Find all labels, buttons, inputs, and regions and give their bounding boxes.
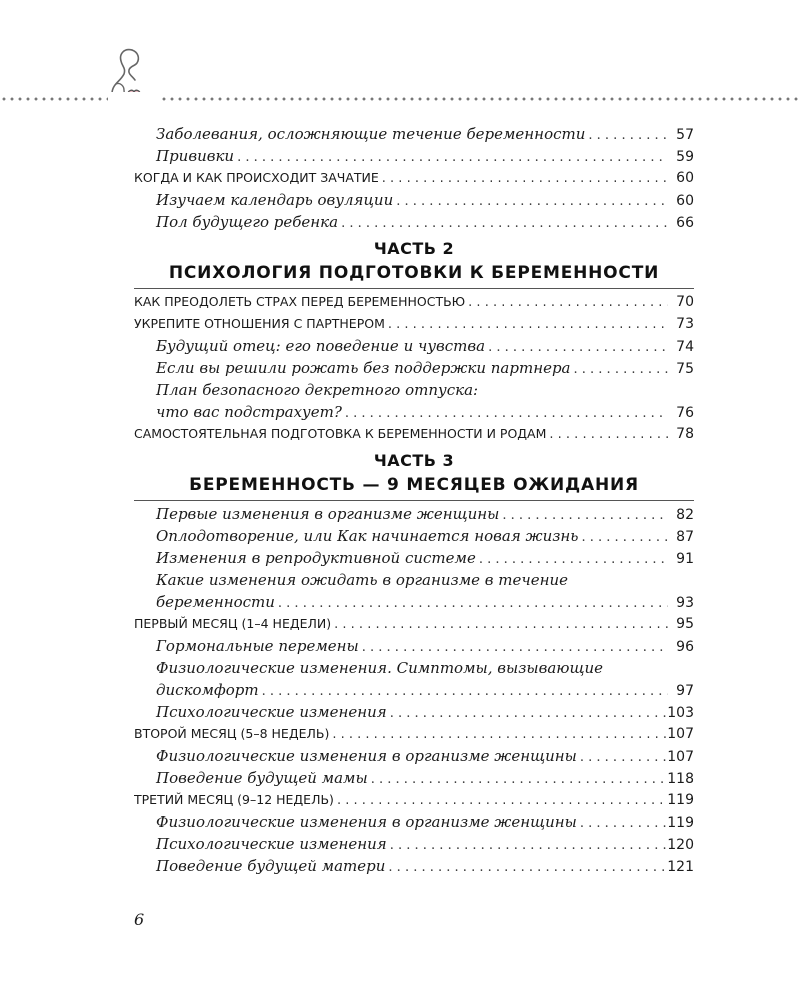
toc-section-entry	[134, 525, 694, 547]
toc-leader-dots	[577, 813, 667, 833]
toc-section-entry	[134, 547, 694, 569]
toc-entry-title: дискомфорт	[156, 681, 259, 699]
toc-entry-title: Физиологические изменения в организме женщины	[156, 813, 577, 831]
toc-entry-title: САМОСТОЯТЕЛЬНАЯ ПОДГОТОВКА К БЕРЕМЕННОСТИ И РОДАМ	[134, 426, 547, 441]
toc-entry-title: беременности	[156, 593, 275, 611]
toc-leader-dots	[334, 790, 667, 811]
toc-block-part1-tail	[134, 123, 694, 233]
toc-page-number: 97	[676, 683, 694, 699]
toc-chapter-entry	[134, 313, 694, 335]
toc-section-entry	[134, 335, 694, 357]
toc-section-entry	[134, 569, 694, 591]
toc-entry-title: Прививки	[156, 147, 235, 165]
toc-entry-title: Изменения в репродуктивной системе	[156, 549, 476, 567]
toc-entry-title: Заболевания, осложняющие течение беременности	[156, 125, 586, 143]
toc-page-number: 93	[676, 595, 694, 611]
toc-leader-dots	[338, 213, 668, 233]
toc-leader-dots	[546, 424, 668, 445]
part-2-heading	[134, 237, 694, 285]
toc-section-entry	[134, 503, 694, 525]
toc-page-number: 78	[676, 426, 694, 442]
toc-page-number: 121	[667, 859, 694, 875]
toc-page-number: 82	[676, 507, 694, 523]
toc-section-entry	[134, 701, 694, 723]
toc-entry-title: Психологические изменения	[156, 703, 387, 721]
toc-entry-title: КОГДА И КАК ПРОИСХОДИТ ЗАЧАТИЕ	[134, 170, 379, 185]
toc-page-number: 66	[676, 215, 694, 231]
toc-leader-dots	[259, 681, 668, 701]
toc-section-entry	[134, 145, 694, 167]
toc-entry-title: УКРЕПИТЕ ОТНОШЕНИЯ С ПАРТНЕРОМ	[134, 316, 385, 331]
toc-leader-dots	[379, 168, 668, 189]
toc-leader-dots	[275, 593, 668, 613]
toc-page-number: 95	[676, 616, 694, 632]
toc-chapter-entry	[134, 291, 694, 313]
toc-section-entry	[134, 767, 694, 789]
toc-leader-dots	[329, 724, 667, 745]
toc-page-number: 60	[676, 170, 694, 186]
toc-entry-title: Первые изменения в организме женщины	[156, 505, 500, 523]
part-2-rule	[134, 288, 694, 289]
part-2-number: ЧАСТЬ 2	[373, 239, 455, 258]
toc-block-part2	[134, 291, 694, 445]
toc-chapter-entry	[134, 167, 694, 189]
toc-page-number: 76	[676, 405, 694, 421]
toc-section-entry	[134, 833, 694, 855]
toc-leader-dots	[476, 549, 668, 569]
toc-entry-title: Изучаем календарь овуляции	[156, 191, 394, 209]
toc-leader-dots	[234, 147, 668, 167]
toc-page-number: 118	[667, 771, 694, 787]
toc-entry-title: Будущий отец: его поведение и чувства	[156, 337, 486, 355]
part-3-heading	[134, 449, 694, 497]
toc-entry-title: Если вы решили рожать без поддержки партнера	[156, 359, 571, 377]
toc-page-number: 70	[676, 294, 694, 310]
toc-entry-title: Пол будущего ребенка	[156, 213, 339, 231]
toc-page-number: 119	[667, 792, 694, 808]
toc-section-entry	[134, 123, 694, 145]
toc-section-entry	[134, 591, 694, 613]
toc-leader-dots	[499, 505, 668, 525]
table-of-contents	[134, 123, 694, 877]
toc-block-part3	[134, 503, 694, 877]
toc-entry-title: Гормональные перемены	[156, 637, 359, 655]
toc-section-entry	[134, 189, 694, 211]
toc-section-entry	[134, 855, 694, 877]
toc-entry-title: Физиологические изменения в организме женщины	[156, 747, 577, 765]
toc-entry-title: Психологические изменения	[156, 835, 387, 853]
part-3-number: ЧАСТЬ 3	[373, 451, 455, 470]
toc-page-number: 119	[667, 815, 694, 831]
toc-page-number: 75	[676, 361, 694, 377]
toc-section-entry	[134, 679, 694, 701]
toc-chapter-entry	[134, 789, 694, 811]
toc-leader-dots	[342, 403, 668, 423]
toc-entry-title: Поведение будущей матери	[156, 857, 386, 875]
toc-leader-dots	[571, 359, 669, 379]
toc-leader-dots	[387, 835, 668, 855]
toc-leader-dots	[578, 527, 668, 547]
toc-chapter-entry	[134, 423, 694, 445]
toc-leader-dots	[465, 292, 668, 313]
toc-section-entry	[134, 811, 694, 833]
toc-page-number: 96	[676, 639, 694, 655]
toc-page-number: 103	[667, 705, 694, 721]
toc-section-entry	[134, 401, 694, 423]
toc-section-entry	[134, 635, 694, 657]
toc-entry-title: что вас подстрахует?	[156, 403, 342, 421]
toc-section-entry	[134, 211, 694, 233]
toc-page-number: 60	[676, 193, 694, 209]
toc-page-number: 59	[676, 149, 694, 165]
toc-page-number: 73	[676, 316, 694, 332]
part-3-title: БЕРЕМЕННОСТЬ — 9 МЕСЯЦЕВ ОЖИДАНИЯ	[189, 475, 639, 495]
toc-entry-title: Поведение будущей мамы	[156, 769, 368, 787]
toc-page-number: 91	[676, 551, 694, 567]
toc-page-number: 87	[676, 529, 694, 545]
divider-gap	[108, 92, 160, 106]
toc-page-number: 74	[676, 339, 694, 355]
toc-leader-dots	[577, 747, 667, 767]
part-2-title: ПСИХОЛОГИЯ ПОДГОТОВКИ К БЕРЕМЕННОСТИ	[168, 263, 660, 283]
toc-leader-dots	[387, 703, 668, 723]
toc-leader-dots	[368, 769, 668, 789]
toc-page-number: 107	[667, 749, 694, 765]
toc-page-number: 107	[667, 726, 694, 742]
toc-page-number: 120	[667, 837, 694, 853]
toc-leader-dots	[385, 314, 668, 335]
page-number: 6	[134, 910, 145, 929]
toc-leader-dots	[485, 337, 668, 357]
toc-leader-dots	[385, 857, 667, 877]
part-3-rule	[134, 500, 694, 501]
toc-entry-title: ПЕРВЫЙ МЕСЯЦ (1–4 НЕДЕЛИ)	[134, 616, 332, 631]
toc-leader-dots	[359, 637, 668, 657]
toc-page-number: 57	[676, 127, 694, 143]
toc-section-entry	[134, 357, 694, 379]
toc-chapter-entry	[134, 723, 694, 745]
toc-leader-dots	[585, 125, 668, 145]
toc-entry-title: КАК ПРЕОДОЛЕТЬ СТРАХ ПЕРЕД БЕРЕМЕННОСТЬЮ	[134, 294, 466, 309]
toc-entry-title: План безопасного декретного отпуска:	[156, 381, 479, 399]
toc-entry-title: Оплодотворение, или Как начинается новая жизнь	[156, 527, 579, 545]
toc-entry-title: Какие изменения ожидать в организме в течение	[156, 571, 569, 589]
toc-entry-title: ВТОРОЙ МЕСЯЦ (5–8 НЕДЕЛЬ)	[134, 726, 330, 741]
toc-section-entry	[134, 379, 694, 401]
toc-entry-title: ТРЕТИЙ МЕСЯЦ (9–12 НЕДЕЛЬ)	[134, 792, 334, 807]
toc-entry-title: Физиологические изменения. Симптомы, вызывающие	[156, 659, 604, 677]
toc-section-entry	[134, 657, 694, 679]
toc-chapter-entry	[134, 613, 694, 635]
toc-section-entry	[134, 745, 694, 767]
toc-leader-dots	[331, 614, 668, 635]
toc-leader-dots	[393, 191, 668, 211]
